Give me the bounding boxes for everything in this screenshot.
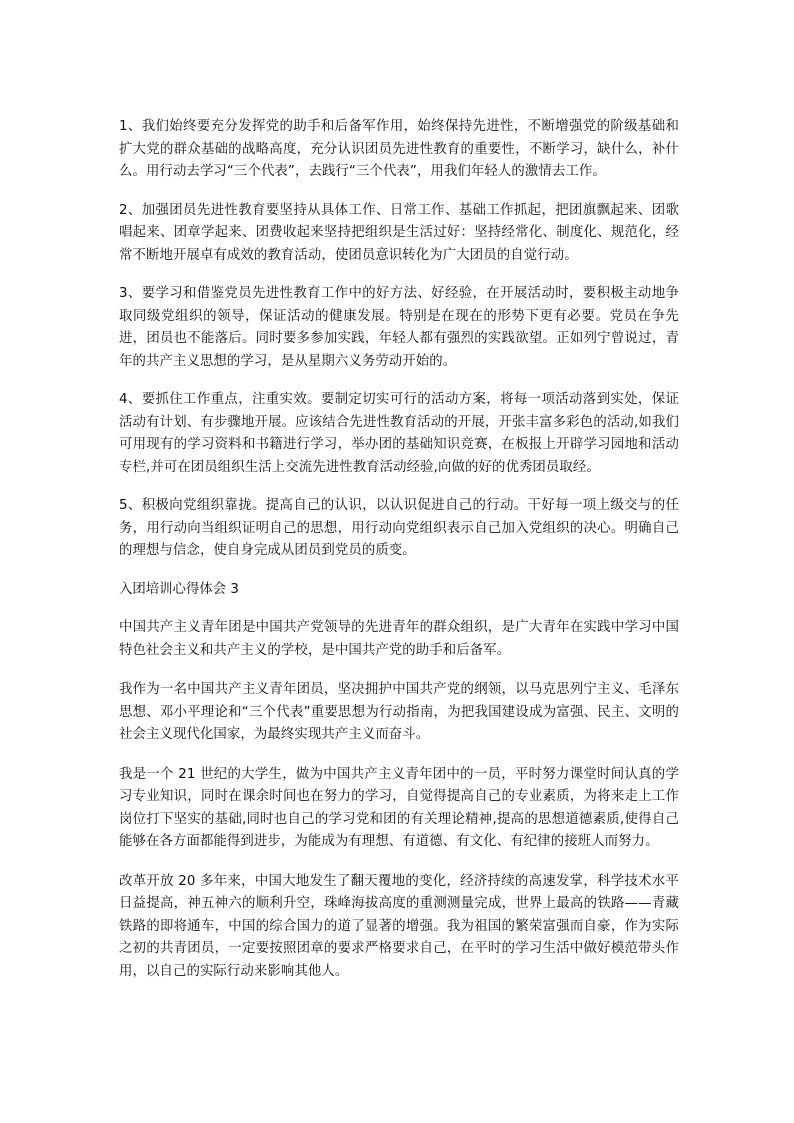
section-heading: 入团培训心得体会 3	[119, 581, 239, 597]
document-page	[119, 116, 679, 983]
paragraph-league-intro: 中国共产主义青年团是中国共产党领导的先进青年的群众组织，是广大青年在实践中学习中国特色社会主义和共产主义的学校，是中国共产党的助手和后备军。	[119, 620, 679, 658]
paragraph-point-1: 1、我们始终要充分发挥党的助手和后备军作用，始终保持先进性，不断增强党的阶级基础和扩大党的群众基础的战略高度，充分认识团员先进性教育的重要性，不断学习，缺什么，补什么。用行动去学习“三个代表”，去践行“三个代表”，用我们年轻人的激情去工作。	[119, 119, 679, 179]
paragraph-member-pledge: 我作为一名中国共产主义青年团员，坚决拥护中国共产党的纲领，以马克思列宁主义、毛泽东思想、邓小平理论和“三个代表”重要思想为行动指南，为把我国建设成为富强、民主、文明的社会主义现代化国家，为最终实现共产主义而奋斗。	[119, 682, 679, 742]
paragraph-point-2: 2、加强团员先进性教育要坚持从具体工作、日常工作、基础工作抓起，把团旗飘起来、团歌唱起来、团章学起来、团费收起来坚持把组织是生活过好：坚持经常化、制度化、规范化，经常不断地开展卓有成效的教育活动，使团员意识转化为广大团员的自觉行动。	[119, 202, 679, 263]
paragraph-student-study: 我是一个 21 世纪的大学生，做为中国共产主义青年团中的一员，平时努力课堂时间认真的学习专业知识，同时在课余时间也在努力的学习，自觉得提高自己的专业素质，为将来走上工作岗位打下坚实的基础,同时也自己的学习党和团的有关理论精神,提高的思想道德素质,使得自己能够在各方面都能得到进步，为能成为有理想、有道德、有文化、有纪律的接班人而努力。	[119, 766, 679, 849]
paragraph-point-5: 5、积极向党组织靠拢。提高自己的认识，以认识促进自己的行动。干好每一项上级交与的任务，用行动向当组织证明自己的思想，用行动向党组织表示自己加入党组织的决心。明确自己的理想与信念，使自身完成从团员到党员的质变。	[119, 498, 679, 558]
paragraph-point-3: 3、要学习和借鉴党员先进性教育工作中的好方法、好经验，在开展活动时，要积极主动地争取同级党组织的领导，保证活动的健康发展。特别是在现在的形势下更有必要。党员在争先进，团员也不能落后。同时要多参加实践，年轻人都有强烈的实践欲望。正如列宁曾说过，青年的共产主义思想的学习，是从星期六义务劳动开始的。	[119, 286, 679, 369]
paragraph-point-4: 4、要抓住工作重点，注重实效。要制定切实可行的活动方案，将每一项活动落到实处，保证活动有计划、有步骤地开展。应该结合先进性教育活动的开展，开张丰富多彩色的活动,如我们可用现有的学习资料和书籍进行学习，举办团的基础知识竞赛，在板报上开辟学习园地和活动专栏,并可在团员组织生活上交流先进性教育活动经验,向做的好的优秀团员取经。	[119, 392, 679, 475]
paragraph-reform-opening: 改革开放 20 多年来，中国大地发生了翻天覆地的变化，经济持续的高速发掌，科学技术水平日益提高，神五神六的顺利升空，珠峰海拔高度的重测测量完成，世界上最高的铁路——青藏铁路的即将通车，中国的综合国力的道了显著的增强。我为祖国的繁荣富强而自豪，作为实际之初的共青团员，一定要按照团章的要求严格要求自己，在平时的学习生活中做好模范带头作用，以自己的实际行动来影响其他人。	[119, 873, 679, 979]
